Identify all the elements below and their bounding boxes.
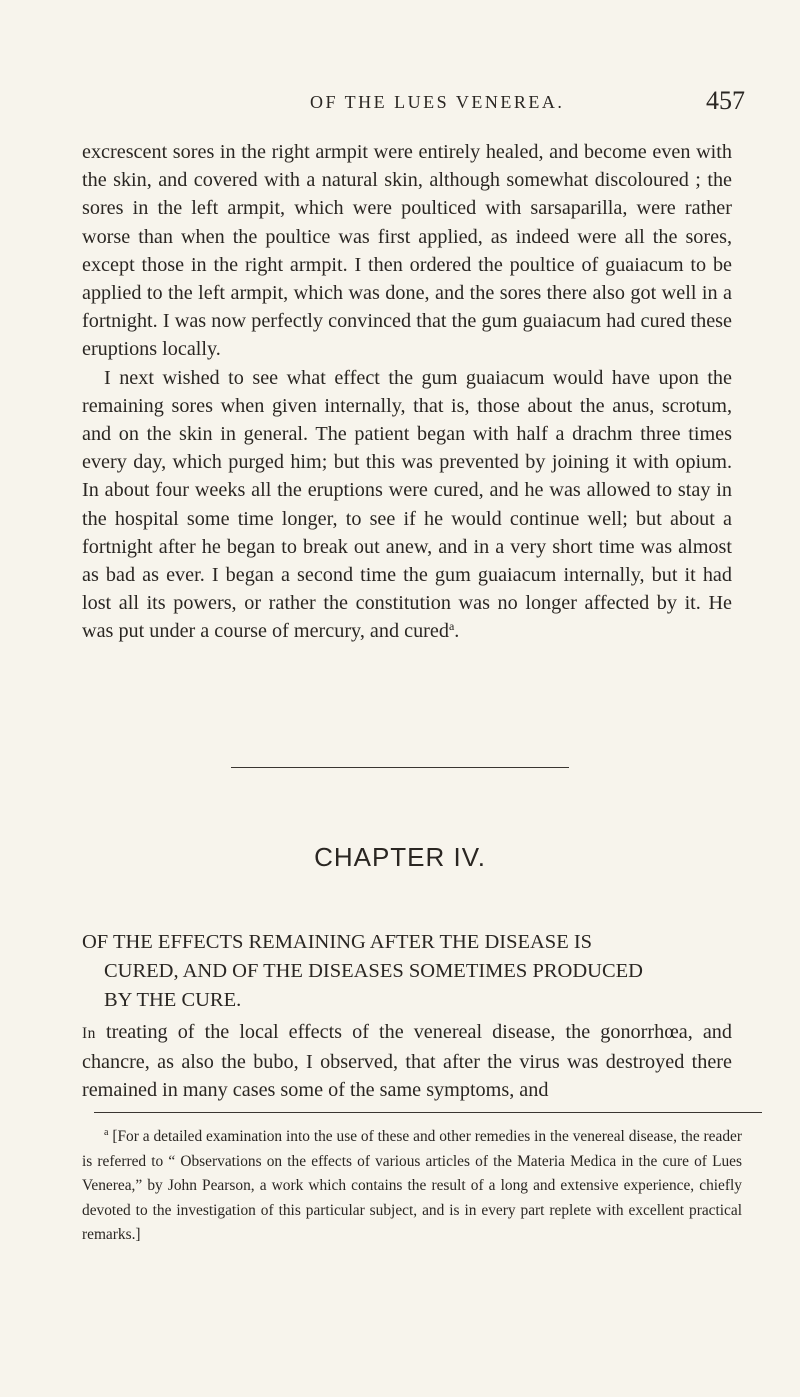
body-text <box>82 138 732 646</box>
paragraph <box>82 1018 732 1105</box>
paragraph: excrescent sores in the right armpit were entirely healed, and become even with the skin, and covered with a natural skin, although somewhat discoloured ; the sores in the left armpit, which were poulticed with sarsaparilla, were rather worse than when the poultice was first applied, as indeed were all the sores, except those in the right armpit. I then ordered the poultice of guaiacum to be applied to the left armpit, which was done, and the sores there also got well in a fortnight. I was now perfectly convinced that the gum guaiacum had cured these eruptions locally. <box>82 141 732 361</box>
footnote-reference: a <box>448 619 455 634</box>
paragraph-text: I next wished to see what effect the gum guaiacum would have upon the remaining sores when given internally, that is, those about the anus, scrotum, and on the skin in general. The patient began with half a drachm three times every day, which purged him; but this was prevented by joining it with opium. In about four weeks all the eruptions were cured, and he was allowed to stay in the hospital some time longer, to see if he would continue well; but about a fortnight after he began to break out anew, and in a very short time was almost as bad as ever. I began a second time the gum guaiacum internally, but it had lost all its powers, or rather the constitution was no longer affected by it. He was put under a course of mercury, and cured <box>82 366 732 643</box>
footnote-text: [For a detailed examination into the use of these and other remedies in the venereal disease, the reader is referred to “ Observations on the effects of various articles of the Materia Medica in the cure of Lues Venerea,” by John Pearson, a work which contains the result of a long and extensive experience, chiefly devoted to the investigation of this particular subject, and is in every part replete with excellent practical remarks.] <box>82 1128 742 1243</box>
footnote-paragraph <box>82 1125 742 1248</box>
chapter-title-line: OF THE EFFECTS REMAINING AFTER THE DISEASE IS <box>82 931 593 953</box>
footnote-mark: a <box>104 1127 109 1138</box>
chapter-title <box>82 928 762 1015</box>
running-title: OF THE LUES VENEREA. <box>310 92 565 112</box>
chapter-body <box>82 1018 732 1105</box>
opening-word: In <box>82 1025 96 1042</box>
footnote-divider <box>94 1112 762 1113</box>
page-number: 457 <box>706 86 745 115</box>
section-divider <box>231 767 569 768</box>
chapter-title-line: BY THE CURE. <box>104 989 242 1011</box>
running-head <box>0 84 800 124</box>
footnote <box>82 1125 742 1248</box>
chapter-heading: CHAPTER IV. <box>314 842 486 872</box>
chapter-title-line: CURED, AND OF THE DISEASES SOMETIMES PRODUCED <box>104 960 643 982</box>
paragraph-text: treating of the local effects of the venereal disease, the gonorrhœa, and chancre, as also the bubo, I observed, that after the virus was destroyed there remained in many cases some of the same symptoms, and <box>82 1021 732 1102</box>
paragraph <box>82 364 732 646</box>
paragraph-end: . <box>454 620 460 643</box>
